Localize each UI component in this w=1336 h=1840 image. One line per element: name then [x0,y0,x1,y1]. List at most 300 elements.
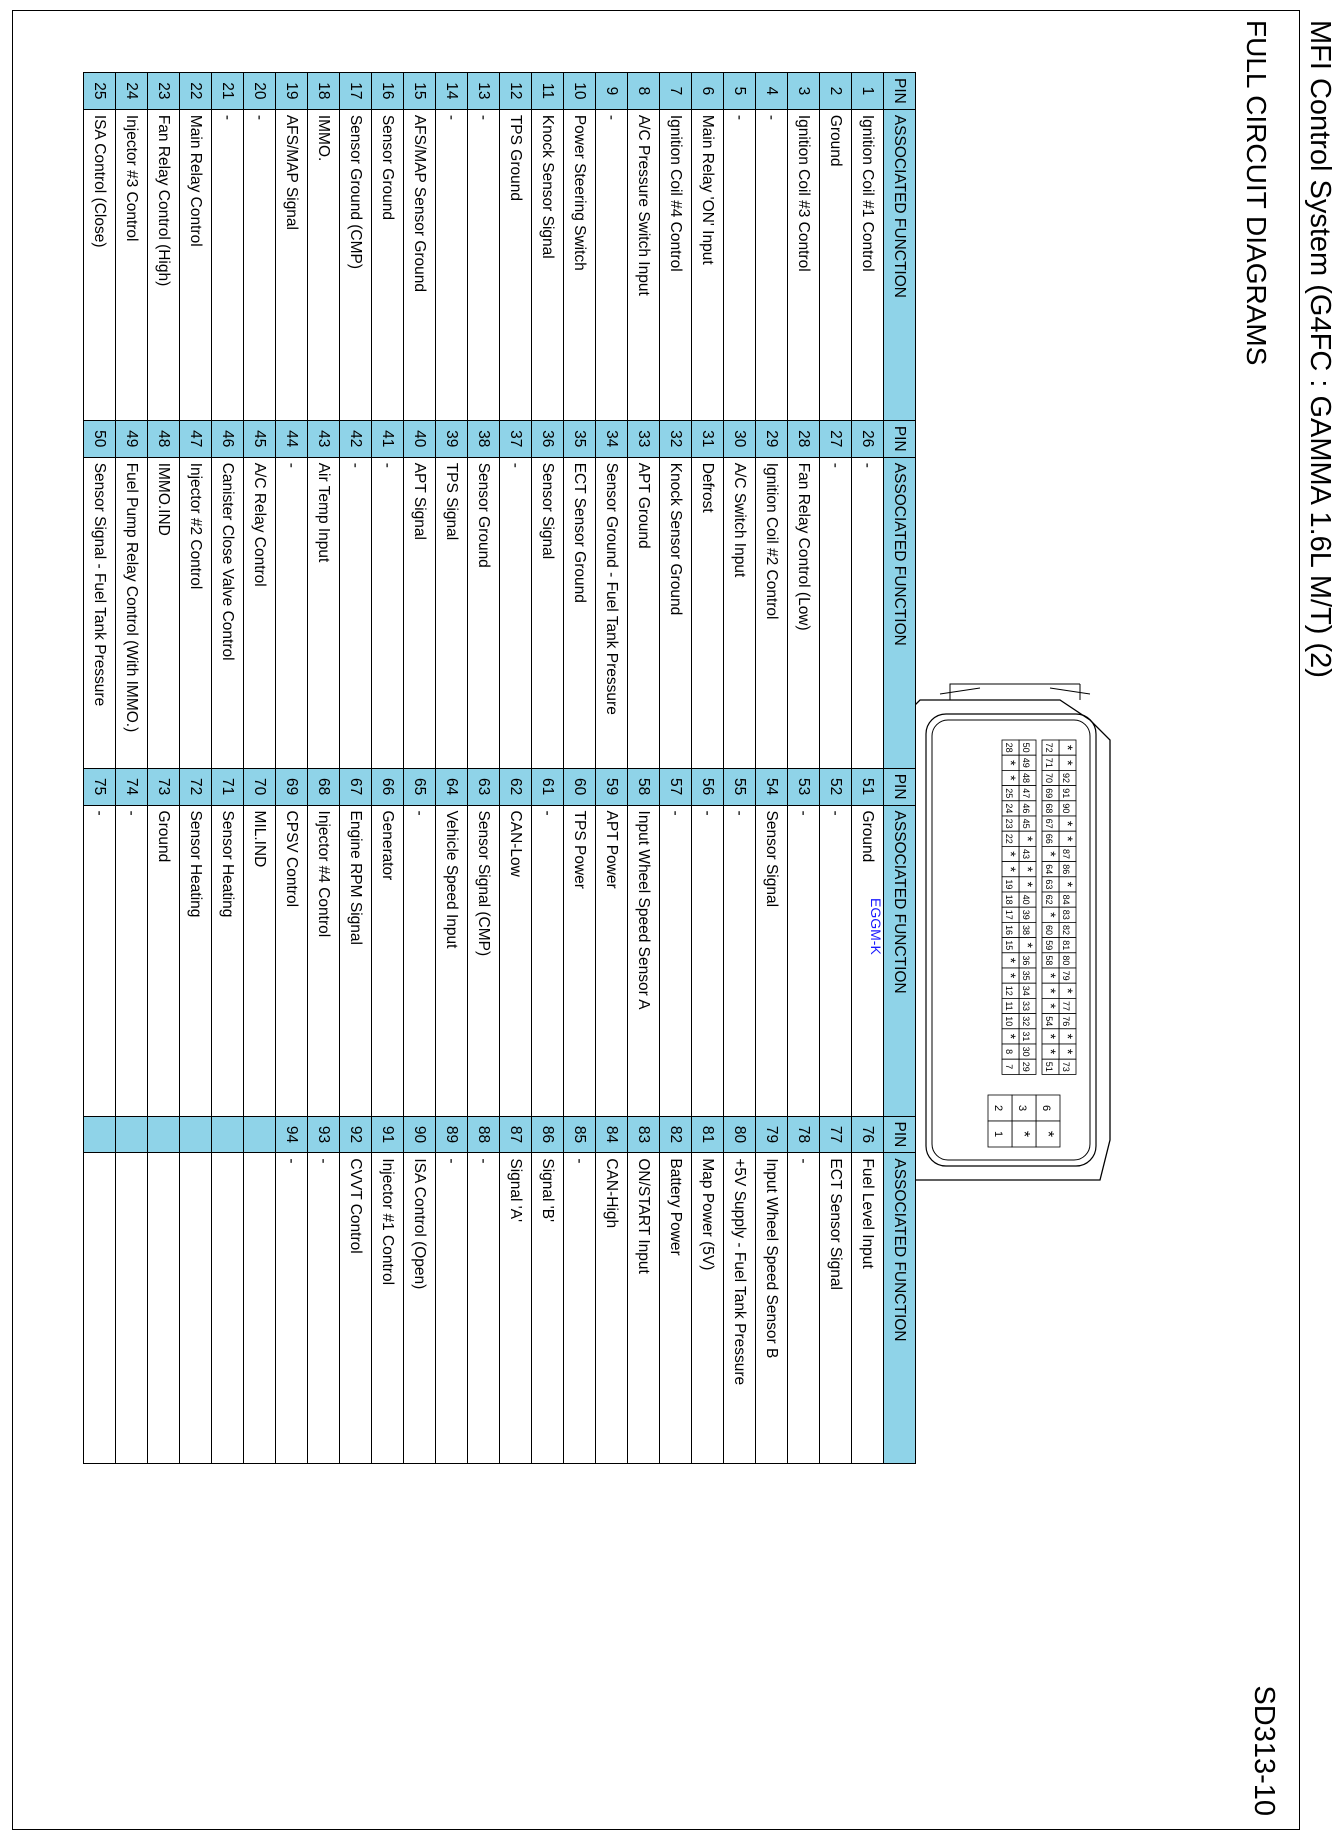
pin-number: 91 [372,1116,404,1153]
connector-pin-label: 6 [1040,1104,1052,1112]
pin-number: 31 [692,420,724,457]
table-row [212,73,244,1464]
pin-number: 29 [756,420,788,457]
pin-function: Ignition Coil #3 Control [788,109,820,420]
pin-number: 35 [564,420,596,457]
pin-number: 39 [436,420,468,457]
pin-number: 83 [628,1116,660,1153]
pin-function: CAN-High [596,1153,628,1464]
pin-function: - [468,109,500,420]
pin-number: 72 [180,768,212,805]
connector-pin-label: * [1015,1130,1032,1138]
connector-pin-label: * [1020,866,1036,872]
connector-pin-label: 80 [1061,955,1071,966]
pin-function: Knock Sensor Ground [660,457,692,768]
pin-number: 2 [820,73,852,110]
pin-number: 84 [596,1116,628,1153]
pin-function: Sensor Ground (CMP) [340,109,372,420]
connector-pin-label: 63 [1044,879,1054,890]
pin-function: Ignition Coil #1 Control [852,109,884,420]
connector-pin-label: * [1043,1033,1059,1040]
pin-function: - [372,457,404,768]
connector-pin-label: 45 [1021,818,1031,829]
pin-number: 44 [276,420,308,457]
connector-pin-label: * [1060,836,1076,842]
pin-function: Air Temp Input [308,457,340,768]
pin-number: 66 [372,768,404,805]
pin-number: 60 [564,768,596,805]
connector-pin-label: 25 [1004,788,1014,799]
pin-number: 7 [660,73,692,110]
blank-cell [148,1153,180,1464]
blank-cell [116,1116,148,1153]
pin-function: A/C Pressure Switch Input [628,109,660,420]
connector-pin-label: 69 [1044,788,1054,799]
pin-function: Ignition Coil #4 Control [660,109,692,420]
pin-function: Ignition Coil #2 Control [756,457,788,768]
pin-function: - [788,1153,820,1464]
connector-pin-label: 62 [1044,894,1054,905]
pin-function: ECT Sensor Ground [564,457,596,768]
pin-function: AFS/MAP Sensor Ground [404,109,436,420]
pin-function: Ground [852,805,884,1116]
table-row [244,73,276,1464]
connector-pin-label: 60 [1044,924,1054,936]
pin-function: - [276,457,308,768]
pin-number: 94 [276,1116,308,1153]
pin-number: 22 [180,73,212,110]
pin-function: Input Wheel Speed Sensor B [756,1153,788,1464]
pin-function: - [116,805,148,1116]
connector-pin-label: * [1003,760,1019,766]
pin-function: Sensor Heating [180,805,212,1116]
connector-pin-label: 81 [1061,940,1071,951]
connector-pin-label: * [1043,851,1059,857]
pin-number: 61 [532,768,564,805]
table-row [564,73,596,1464]
connector-pin-label: * [1003,775,1019,781]
connector-pin-label: 29 [1021,1061,1031,1072]
header-function: ASSOCIATED FUNCTION [884,805,916,1116]
pin-number: 15 [404,73,436,110]
header-function: ASSOCIATED FUNCTION [884,109,916,420]
header-pin: PIN [884,1116,916,1153]
blank-cell [212,1153,244,1464]
pin-function: - [212,109,244,420]
connector-pin-label: 92 [1061,772,1071,784]
connector-pin-label: 22 [1004,833,1014,844]
blank-cell [180,1116,212,1153]
connector-pin-label: 15 [1004,940,1014,951]
pin-function: - [692,805,724,1116]
pin-number: 4 [756,73,788,110]
pin-function: - [468,1153,500,1464]
connector-pin-label: 71 [1044,757,1054,768]
pin-function: Defrost [692,457,724,768]
pin-function: - [820,805,852,1116]
pin-number: 75 [84,768,116,805]
pin-number: 88 [468,1116,500,1153]
pin-number: 90 [404,1116,436,1153]
connector-pin-label: 8 [1004,1049,1014,1055]
connector-pin-label: 76 [1061,1016,1071,1027]
connector-pin-label: 36 [1021,955,1031,966]
pin-function: Sensor Ground [372,109,404,420]
table-row [660,73,692,1464]
connector-pin-label: * [1003,1033,1019,1040]
pin-number: 45 [244,420,276,457]
pin-function: Sensor Heating [212,805,244,1116]
pin-function: Injector #1 Control [372,1153,404,1464]
connector-pin-label: 16 [1004,924,1014,936]
header-function: ASSOCIATED FUNCTION [884,457,916,768]
table-row [148,73,180,1464]
connector-pin-label: 34 [1021,985,1031,996]
connector-pin-label: 33 [1021,1000,1031,1012]
connector-pin-label: 7 [1004,1064,1014,1070]
pin-number: 13 [468,73,500,110]
connector-pin-label: 70 [1044,772,1054,784]
table-row [500,73,532,1464]
connector-pin-label: * [1020,881,1036,888]
pin-function: IMMO.IND [148,457,180,768]
pin-number: 93 [308,1116,340,1153]
connector-pin-label: * [1043,1048,1059,1055]
pin-function: Engine RPM Signal [340,805,372,1116]
connector-pin-label: 64 [1044,864,1054,875]
connector-pin-label: 10 [1004,1016,1014,1027]
pin-function: Injector #4 Control [308,805,340,1116]
pin-function: CPSV Control [276,805,308,1116]
pin-function: APT Signal [404,457,436,768]
connector-pin-label: 18 [1004,894,1014,905]
pin-function: Sensor Signal - Fuel Tank Pressure [84,457,116,768]
pin-function: Vehicle Speed Input [436,805,468,1116]
connector-pin-label: 28 [1004,742,1014,753]
pin-number: 55 [724,768,756,805]
table-row [756,73,788,1464]
pin-number: 33 [628,420,660,457]
table-header [884,73,916,1464]
connector-pin-label: 90 [1061,803,1071,814]
pin-number: 92 [340,1116,372,1153]
pin-number: 1 [852,73,884,110]
connector-pin-label: 50 [1021,742,1031,753]
pin-number: 18 [308,73,340,110]
header-function: ASSOCIATED FUNCTION [884,1153,916,1464]
pin-number: 54 [756,768,788,805]
pin-table [83,72,916,1464]
pin-function: - [756,109,788,420]
blank-cell [84,1153,116,1464]
pin-function: - [852,457,884,768]
pin-number: 62 [500,768,532,805]
table-row [532,73,564,1464]
pin-number: 80 [724,1116,756,1153]
table-row [724,73,756,1464]
pin-function: Fuel Level Input [852,1153,884,1464]
pin-number: 23 [148,73,180,110]
pin-number: 21 [212,73,244,110]
pin-function: ISA Control (Open) [404,1153,436,1464]
connector-pin-label: * [1060,820,1076,827]
pin-number: 5 [724,73,756,110]
pin-number: 37 [500,420,532,457]
connector-pin-label: 68 [1044,803,1054,814]
pin-function: - [500,457,532,768]
pin-function: Ground [148,805,180,1116]
pin-number: 46 [212,420,244,457]
pin-number: 41 [372,420,404,457]
table-row [596,73,628,1464]
connector-pin-label: * [1043,912,1059,918]
pin-function: TPS Signal [436,457,468,768]
connector-pin-label: 66 [1044,833,1054,844]
table-row [372,73,404,1464]
connector-pin-label: 43 [1021,848,1031,860]
pin-function: Input Wheel Speed Sensor A [628,805,660,1116]
pin-function: - [724,109,756,420]
connector-pin-label: 54 [1044,1016,1054,1027]
header-pin: PIN [884,768,916,805]
pin-function: Signal 'A' [500,1153,532,1464]
table-row [308,73,340,1464]
table-row [276,73,308,1464]
pin-number: 70 [244,768,276,805]
connector-pin-label: 73 [1061,1061,1071,1072]
pin-function: - [436,109,468,420]
connector-pin-label: 35 [1021,970,1031,981]
connector-pin-label: 3 [1016,1104,1028,1112]
table-row [468,73,500,1464]
table-row [84,73,116,1464]
blank-cell [212,1116,244,1153]
pin-function: - [788,805,820,1116]
pin-number: 64 [436,768,468,805]
pin-function: APT Power [596,805,628,1116]
pin-number: 20 [244,73,276,110]
connector-pin-label: * [1060,760,1076,766]
connector-pin-label: 86 [1061,864,1071,875]
pin-number: 42 [340,420,372,457]
pin-function: Injector #3 Control [116,109,148,420]
pin-number: 12 [500,73,532,110]
pin-number: 77 [820,1116,852,1153]
connector-pin-label: 58 [1044,955,1054,966]
pin-function: - [724,805,756,1116]
document-code: SD313-10 [1248,1685,1280,1816]
connector-pin-label: 32 [1021,1016,1031,1027]
pin-number: 24 [116,73,148,110]
pin-number: 57 [660,768,692,805]
connector-pin-label: 39 [1021,909,1031,920]
table-row [628,73,660,1464]
pin-number: 67 [340,768,372,805]
connector-pin-label: 31 [1021,1031,1031,1042]
pin-function: Signal 'B' [532,1153,564,1464]
connector-pin-label: * [1039,1130,1056,1138]
pin-number: 81 [692,1116,724,1153]
connector-pin-label: * [1060,881,1076,888]
table-row [404,73,436,1464]
page-subtitle: FULL CIRCUIT DIAGRAMS [1241,20,1272,366]
connector-pin-label: * [1003,866,1019,872]
connector-pin-label: 49 [1021,757,1031,768]
pin-number: 65 [404,768,436,805]
pin-function: Sensor Ground [468,457,500,768]
pin-number: 78 [788,1116,820,1153]
connector-pin-label: * [1003,851,1019,857]
connector-pin-label: 72 [1044,742,1054,753]
pin-function: CVVT Control [340,1153,372,1464]
pin-function: AFS/MAP Signal [276,109,308,420]
pin-number: 26 [852,420,884,457]
connector-pin-label: 67 [1044,818,1054,829]
pin-function: MIL.IND [244,805,276,1116]
pin-number: 51 [852,768,884,805]
pin-function: Battery Power [660,1153,692,1464]
pin-number: 50 [84,420,116,457]
pin-number: 49 [116,420,148,457]
pin-function: Sensor Signal [532,457,564,768]
pin-function: Generator [372,805,404,1116]
pin-number: 71 [212,768,244,805]
pin-number: 6 [692,73,724,110]
connector-pin-label: 87 [1061,848,1071,860]
pin-number: 76 [852,1116,884,1153]
blank-cell [244,1116,276,1153]
pin-number: 73 [148,768,180,805]
connector-pin-label: * [1020,942,1036,948]
pin-function: A/C Relay Control [244,457,276,768]
pin-function: TPS Power [564,805,596,1116]
connector-pin-label: 23 [1004,818,1014,829]
pin-function: ON/START Input [628,1153,660,1464]
pin-number: 52 [820,768,852,805]
pin-function: CAN-Low [500,805,532,1116]
header-pin: PIN [884,73,916,110]
pin-number: 28 [788,420,820,457]
pin-number: 47 [180,420,212,457]
pin-number: 87 [500,1116,532,1153]
pin-number: 63 [468,768,500,805]
connector-pin-label: 91 [1061,788,1071,799]
connector-pin-label: 24 [1004,803,1014,814]
pin-number: 10 [564,73,596,110]
connector-pin-label: * [1060,988,1076,994]
connector-latch [940,684,1090,700]
pin-function: Main Relay 'ON' Input [692,109,724,420]
pin-number: 89 [436,1116,468,1153]
connector-pin-label: 11 [1004,1001,1014,1011]
pin-number: 43 [308,420,340,457]
connector-pin-label: * [1020,836,1036,842]
pin-function: Canister Close Valve Control [212,457,244,768]
pin-number: 79 [756,1116,788,1153]
pin-number: 48 [148,420,180,457]
pin-number: 30 [724,420,756,457]
connector-pin-label: * [1003,972,1019,979]
pin-number: 82 [660,1116,692,1153]
pin-number: 53 [788,768,820,805]
pin-function: Main Relay Control [180,109,212,420]
pin-number: 8 [628,73,660,110]
pin-function: - [340,457,372,768]
connector-pin-label: 84 [1061,894,1071,905]
pin-function: - [436,1153,468,1464]
table-row [116,73,148,1464]
pin-function: Ground [820,109,852,420]
pin-function: ISA Control (Close) [84,109,116,420]
pin-number: 14 [436,73,468,110]
connector-pin-label: * [1043,1003,1059,1009]
connector-pin-label: 1 [992,1130,1004,1138]
pin-number: 59 [596,768,628,805]
connector-pin-label: 46 [1021,803,1031,814]
pin-function: Sensor Ground - Fuel Tank Pressure [596,457,628,768]
connector-pin-label: 79 [1061,970,1071,981]
pin-number: 68 [308,768,340,805]
connector-pin-label: 30 [1021,1046,1031,1057]
pin-number: 86 [532,1116,564,1153]
connector-label: EGGM-K [868,898,884,955]
pin-function: - [308,1153,340,1464]
pin-function: Sensor Signal (CMP) [468,805,500,1116]
header-pin: PIN [884,420,916,457]
rotated-page [12,10,1336,1830]
pin-number: 3 [788,73,820,110]
connector-pin-label: 83 [1061,909,1071,920]
connector-pin-label: 59 [1044,940,1054,951]
pin-function: - [404,805,436,1116]
connector-pin-label: * [1060,1033,1076,1040]
connector-pin-label: 19 [1004,879,1014,890]
pin-function: Fuel Pump Relay Control (With IMMO.) [116,457,148,768]
pin-function: APT Ground [628,457,660,768]
pin-function: Map Power (5V) [692,1153,724,1464]
pin-number: 11 [532,73,564,110]
pin-function: - [244,109,276,420]
table-row [788,73,820,1464]
pin-function: TPS Ground [500,109,532,420]
pin-function: +5V Supply - Fuel Tank Pressure [724,1153,756,1464]
pin-function: - [84,805,116,1116]
pin-number: 25 [84,73,116,110]
connector-pin-label: 38 [1021,924,1031,936]
connector-pin-label: * [1003,957,1019,964]
table-row [180,73,212,1464]
table-row [340,73,372,1464]
pin-number: 16 [372,73,404,110]
pin-number: 58 [628,768,660,805]
pin-function: Fan Relay Control (High) [148,109,180,420]
pin-number: 32 [660,420,692,457]
pin-number: 85 [564,1116,596,1153]
pin-function: - [532,805,564,1116]
blank-cell [148,1116,180,1153]
pin-function: ECT Sensor Signal [820,1153,852,1464]
connector-pin-label: * [1043,972,1059,979]
pin-function: Fan Relay Control (Low) [788,457,820,768]
table-row [820,73,852,1464]
pin-function: Sensor Signal [756,805,788,1116]
pin-number: 56 [692,768,724,805]
connector-pin-label: 48 [1021,772,1031,784]
pin-function: - [564,1153,596,1464]
connector-pin-label: * [1060,1048,1076,1055]
pin-number: 36 [532,420,564,457]
pin-number: 69 [276,768,308,805]
